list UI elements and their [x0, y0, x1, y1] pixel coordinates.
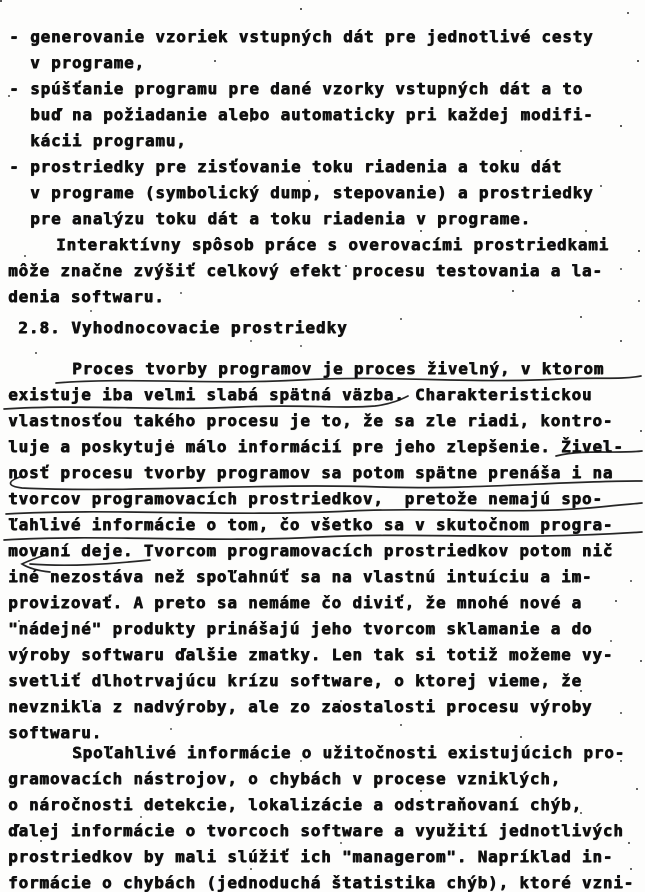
list-dash-marker: -	[9, 27, 20, 46]
paragraph-line: o náročnosti detekcie, lokalizácie a odstraňovaní chýb,	[8, 795, 582, 814]
line-text: spúšťanie programu pre dané vzorky vstupných dát a to	[30, 79, 583, 98]
paragraph-line: nosť procesu tvorby programov sa potom spätne prenáša i na	[8, 463, 614, 482]
line-text: prostriedky pre zisťovanie toku riadenia a toku dát	[30, 157, 563, 176]
line-text: kácii programu,	[30, 131, 187, 150]
paragraph-line: softwaru.	[8, 723, 102, 742]
paragraph-line: Interaktívny spôsob práce s overovacími prostriedkami	[56, 235, 609, 254]
section-heading	[18, 318, 641, 337]
line-text: pre analýzu toku dát a toku riadenia v programe.	[30, 209, 531, 228]
bullet-list	[9, 24, 641, 232]
paragraph-3	[8, 740, 641, 892]
paragraph-line: provizovať. A preto sa nemáme čo diviť, že mnohé nové a	[8, 593, 582, 612]
paragraph-line: existuje iba velmi slabá spätná väzba. Charakteristickou	[8, 385, 593, 404]
section-heading-text: 2.8. Vyhodnocovacie prostriedky	[18, 318, 348, 337]
list-item-line	[9, 154, 641, 180]
line-text: generovanie vzoriek vstupných dát pre jednotlivé cesty	[30, 27, 594, 46]
list-dash-marker: -	[9, 157, 20, 176]
line-text: buď na požiadanie alebo automaticky pri každej modifi-	[30, 105, 594, 124]
scan-noise	[0, 0, 2, 2]
list-item-line	[9, 24, 641, 50]
paragraph-1	[8, 232, 641, 310]
list-item-line	[30, 102, 641, 128]
paragraph-line: Proces tvorby programov je proces živelný, v ktorom	[72, 359, 605, 378]
list-item-line	[30, 50, 641, 76]
paragraph-line: prostriedkov by mali slúžiť ich "managerom". Napríklad in-	[8, 847, 614, 866]
paragraph-line: vlastnosťou takého procesu je to, že sa zle riadi, kontro-	[8, 411, 614, 430]
list-item-line	[30, 128, 641, 154]
list-dash-marker: -	[9, 79, 20, 98]
paragraph-line: môže značne zvýšiť celkový efekt procesu testovania a la-	[8, 261, 603, 280]
paragraph-line: gramovacích nástrojov, o chybách v procese vzniklých,	[8, 769, 561, 788]
paragraph-line: iné nezostáva než spoľahnúť sa na vlastnú intuíciu a im-	[8, 567, 593, 586]
paragraph-line: tvorcov programovacích prostriedkov, pretože nemajú spo-	[8, 489, 603, 508]
paragraph-line: ľahlivé informácie o tom, čo všetko sa v skutočnom progra-	[8, 515, 614, 534]
paragraph-line: denia softwaru.	[8, 287, 165, 306]
list-item-line	[30, 206, 641, 232]
paragraph-line: formácie o chybách (jednoduchá štatistika chýb), ktoré vzni-	[8, 873, 634, 892]
paragraph-line: výroby softwaru ďalšie zmatky. Len tak si totiž možeme vy-	[8, 645, 614, 664]
line-text: v programe,	[30, 53, 145, 72]
list-item-line	[9, 76, 641, 102]
line-text: v programe (symbolický dump, stepovanie) a prostriedky	[30, 183, 594, 202]
paragraph-2	[8, 356, 641, 746]
paragraph-line: Spoľahlivé informácie o užitočnosti existujúcich pro-	[72, 743, 625, 762]
paragraph-line: movaní deje. Tvorcom programovacích prostriedkov potom nič	[8, 541, 614, 560]
paragraph-line: svetliť dlhotrvajúcu krízu software, o ktorej vieme, že	[8, 671, 582, 690]
paragraph-line: luje a poskytuje málo informácií pre jeho zlepšenie. Živel-	[8, 437, 624, 456]
paragraph-line: nevznikla z nadvýroby, ale zo zaostalosti procesu výroby	[8, 697, 593, 716]
paragraph-line: ďalej informácie o tvorcoch software a využití jednotlivých	[8, 821, 624, 840]
list-item-line	[30, 180, 641, 206]
paragraph-line: "nádejné" produkty prinášajú jeho tvorcom sklamanie a do	[8, 619, 593, 638]
